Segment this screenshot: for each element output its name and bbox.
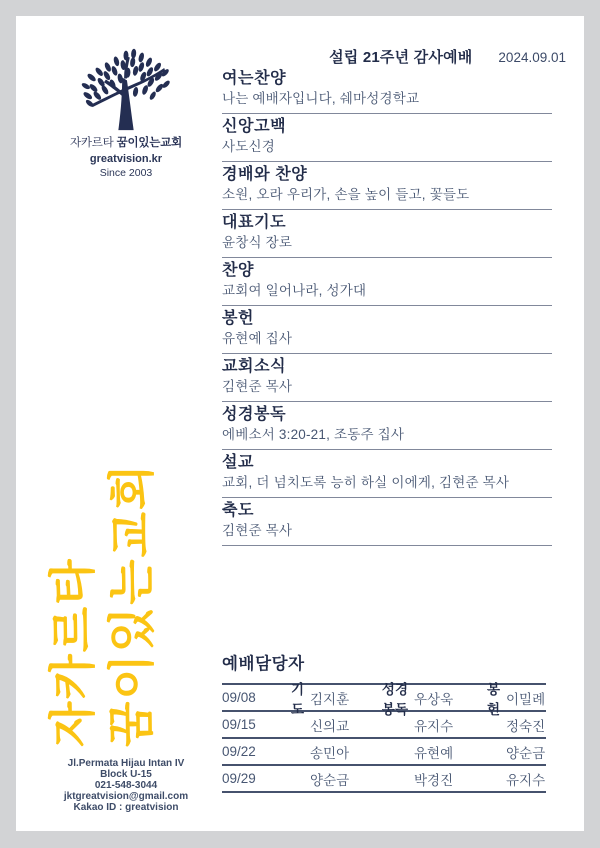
program-item-detail: 김현준 목사 [222,379,293,394]
event-title: 설립 21주년 감사예배 [329,49,473,66]
program-item-detail: 교회여 일어나라, 성가대 [222,283,367,298]
church-logo [40,46,212,179]
program-item [222,450,552,498]
program-item-title: 축도 [222,502,255,519]
cell-prayer: 양순금 [310,772,350,788]
program-item-title: 신앙고백 [222,118,287,135]
cell-date: 09/22 [222,744,256,759]
cell-reading: 유지수 [414,718,454,734]
cell-reading: 우상욱 [414,691,454,707]
logo-church-name [40,134,212,150]
program-item [222,354,552,402]
program-item [222,258,552,306]
program-item-detail: 유현예 집사 [222,331,293,346]
cell-label-offering: 봉헌 [486,681,500,717]
cell-offering: 유지수 [506,772,546,788]
program-item-title: 교회소식 [222,358,287,375]
duty-roster-title: 예배담당자 [222,655,305,673]
program-item-title: 성경봉독 [222,406,287,423]
logo-website: greatvision.kr [89,153,163,165]
order-of-worship [222,66,552,546]
cell-label-reading: 성경봉독 [381,681,408,717]
duty-roster-table [222,683,546,793]
table-row [222,764,546,793]
contact-email: jktgreatvision@gmail.com [63,791,189,802]
cell-date: 09/29 [222,771,256,786]
program-item-detail: 교회, 더 넘치도록 능히 하실 이에게, 김현준 목사 [222,475,510,490]
vertical-brand-line1: 자카르타 [46,557,99,747]
program-item [222,402,552,450]
program-item-title: 대표기도 [222,214,287,231]
vertical-brand-text [43,463,161,747]
program-item-title: 설교 [222,454,255,471]
cell-prayer: 신의교 [310,718,350,734]
cell-reading: 유현예 [414,745,454,761]
program-item [222,114,552,162]
cell-date: 09/08 [222,690,256,705]
table-row [222,681,546,717]
cell-date: 09/15 [222,717,256,732]
table-row [222,737,546,764]
program-item-detail: 나는 예배자입니다, 쉐마성경학교 [222,91,420,106]
bulletin-header [329,46,566,67]
logo-since: Since 2003 [99,167,153,179]
logo-city: 자카르타 [69,137,114,149]
contact-address-line1: Jl.Permata Hijau Intan IV [67,758,185,769]
cell-prayer: 김지훈 [310,691,350,707]
contact-kakao-id: Kakao ID : greatvision [73,802,179,813]
contact-phone: 021-548-3044 [94,780,158,791]
program-item-detail: 윤창식 장로 [222,235,293,250]
program-item-title: 봉헌 [222,310,255,327]
program-item [222,162,552,210]
cell-offering: 정숙진 [506,718,546,734]
bulletin-page [16,16,584,831]
event-date: 2024.09.01 [498,50,566,65]
tree-logo-icon [77,46,175,132]
duty-roster [222,650,546,793]
program-item [222,306,552,354]
program-item-title: 경배와 찬양 [222,166,308,183]
cell-prayer: 송민아 [310,745,350,761]
contact-address-line2: Block U-15 [100,769,152,780]
cell-label-prayer: 기도 [290,681,304,717]
program-item-detail: 사도신경 [222,139,275,154]
program-item-detail: 김현준 목사 [222,523,293,538]
cell-reading: 박경진 [414,772,454,788]
cell-offering: 양순금 [506,745,546,761]
program-item [222,498,552,546]
program-item [222,66,552,114]
program-item [222,210,552,258]
program-item-title: 여는찬양 [222,70,287,87]
vertical-brand-line2: 꿈이있는교회 [105,462,158,747]
logo-church: 꿈이있는교회 [116,137,183,149]
contact-info [40,758,212,813]
program-item-detail: 에베소서 3:20-21, 조동주 집사 [222,427,405,442]
program-item-title: 찬양 [222,262,255,279]
cell-offering: 이밀례 [506,691,546,707]
program-item-detail: 소원, 오라 우리가, 손을 높이 들고, 꽃들도 [222,187,470,202]
